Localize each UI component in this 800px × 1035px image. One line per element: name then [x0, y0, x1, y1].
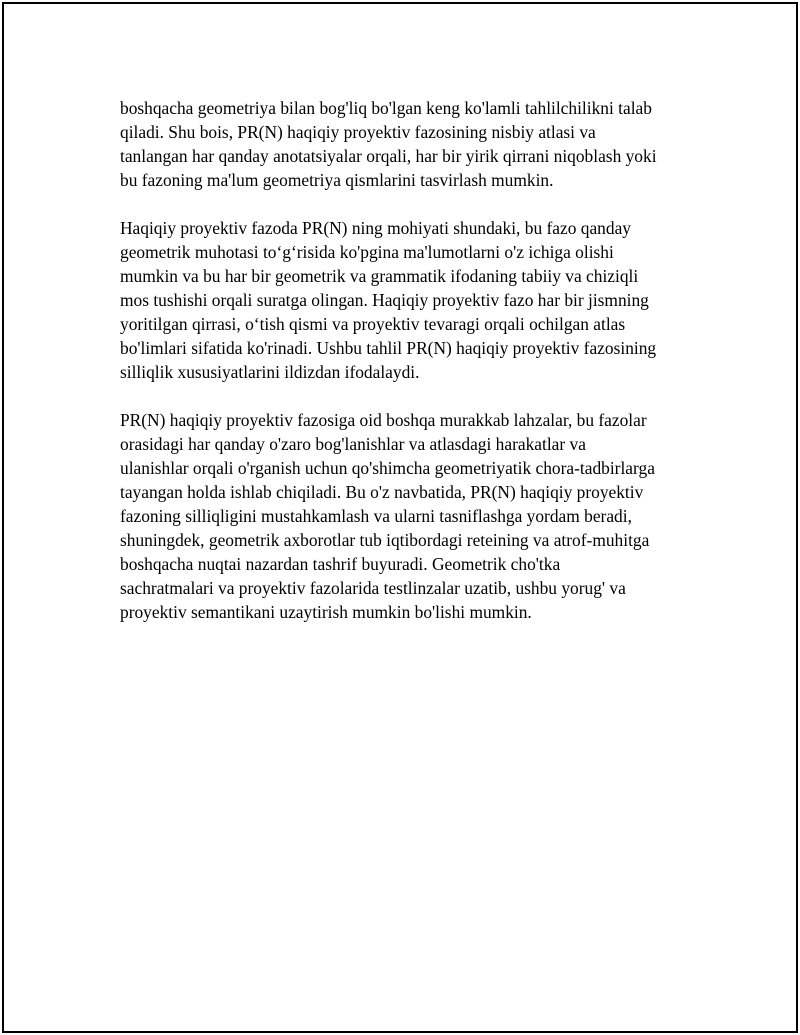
text-line: sachratmalari va proyektiv fazolarida testlinzalar uzatib, ushbu yorug' va — [120, 578, 626, 598]
text-line: bu fazoning ma'lum geometriya qismlarini tasvirlash mumkin. — [120, 170, 554, 190]
text-line: fazoning silliqligini mustahkamlash va ularni tasniflashga yordam beradi, — [120, 506, 632, 526]
page-frame — [2, 2, 798, 1033]
document-body — [120, 96, 700, 648]
paragraph-1 — [120, 96, 700, 192]
text-line: proyektiv semantikani uzaytirish mumkin bo'lishi mumkin. — [120, 602, 532, 622]
text-line: tayangan holda ishlab chiqiladi. Bu o'z navbatida, PR(N) haqiqiy proyektiv — [120, 482, 644, 502]
text-line: tanlangan har qanday anotatsiyalar orqali, har bir yirik qirrani niqoblash yoki — [120, 146, 657, 166]
paragraph-2 — [120, 216, 700, 384]
text-line: yoritilgan qirrasi, o‘tish qismi va proyektiv tevaragi orqali ochilgan atlas — [120, 314, 626, 334]
text-line: qiladi. Shu bois, PR(N) haqiqiy proyektiv fazosining nisbiy atlasi va — [120, 122, 596, 142]
text-line: PR(N) haqiqiy proyektiv fazosiga oid boshqa murakkab lahzalar, bu fazolar — [120, 410, 647, 430]
text-line: Haqiqiy proyektiv fazoda PR(N) ning mohiyati shundaki, bu fazo qanday — [120, 218, 631, 238]
text-line: boshqacha geometriya bilan bog'liq bo'lgan keng ko'lamli tahlilchilikni talab — [120, 98, 652, 118]
text-line: bo'limlari sifatida ko'rinadi. Ushbu tahlil PR(N) haqiqiy proyektiv fazosining — [120, 338, 657, 358]
text-line: mumkin va bu har bir geometrik va grammatik ifodaning tabiiy va chiziqli — [120, 266, 639, 286]
text-line: mos tushishi orqali suratga olingan. Haqiqiy proyektiv fazo har bir jismning — [120, 290, 649, 310]
text-line: silliqlik xususiyatlarini ildizdan ifodalaydi. — [120, 362, 420, 382]
text-line: orasidagi har qanday o'zaro bog'lanishlar va atlasdagi harakatlar va — [120, 434, 586, 454]
text-line: boshqacha nuqtai nazardan tashrif buyuradi. Geometrik cho'tka — [120, 554, 561, 574]
text-line: geometrik muhotasi to‘g‘risida ko'pgina ma'lumotlarni o'z ichiga olishi — [120, 242, 614, 262]
text-line: ulanishlar orqali o'rganish uchun qo'shimcha geometriyatik chora-tadbirlarga — [120, 458, 655, 478]
text-line: shuningdek, geometrik axborotlar tub iqtibordagi reteining va atrof-muhitga — [120, 530, 650, 550]
paragraph-3 — [120, 408, 700, 624]
